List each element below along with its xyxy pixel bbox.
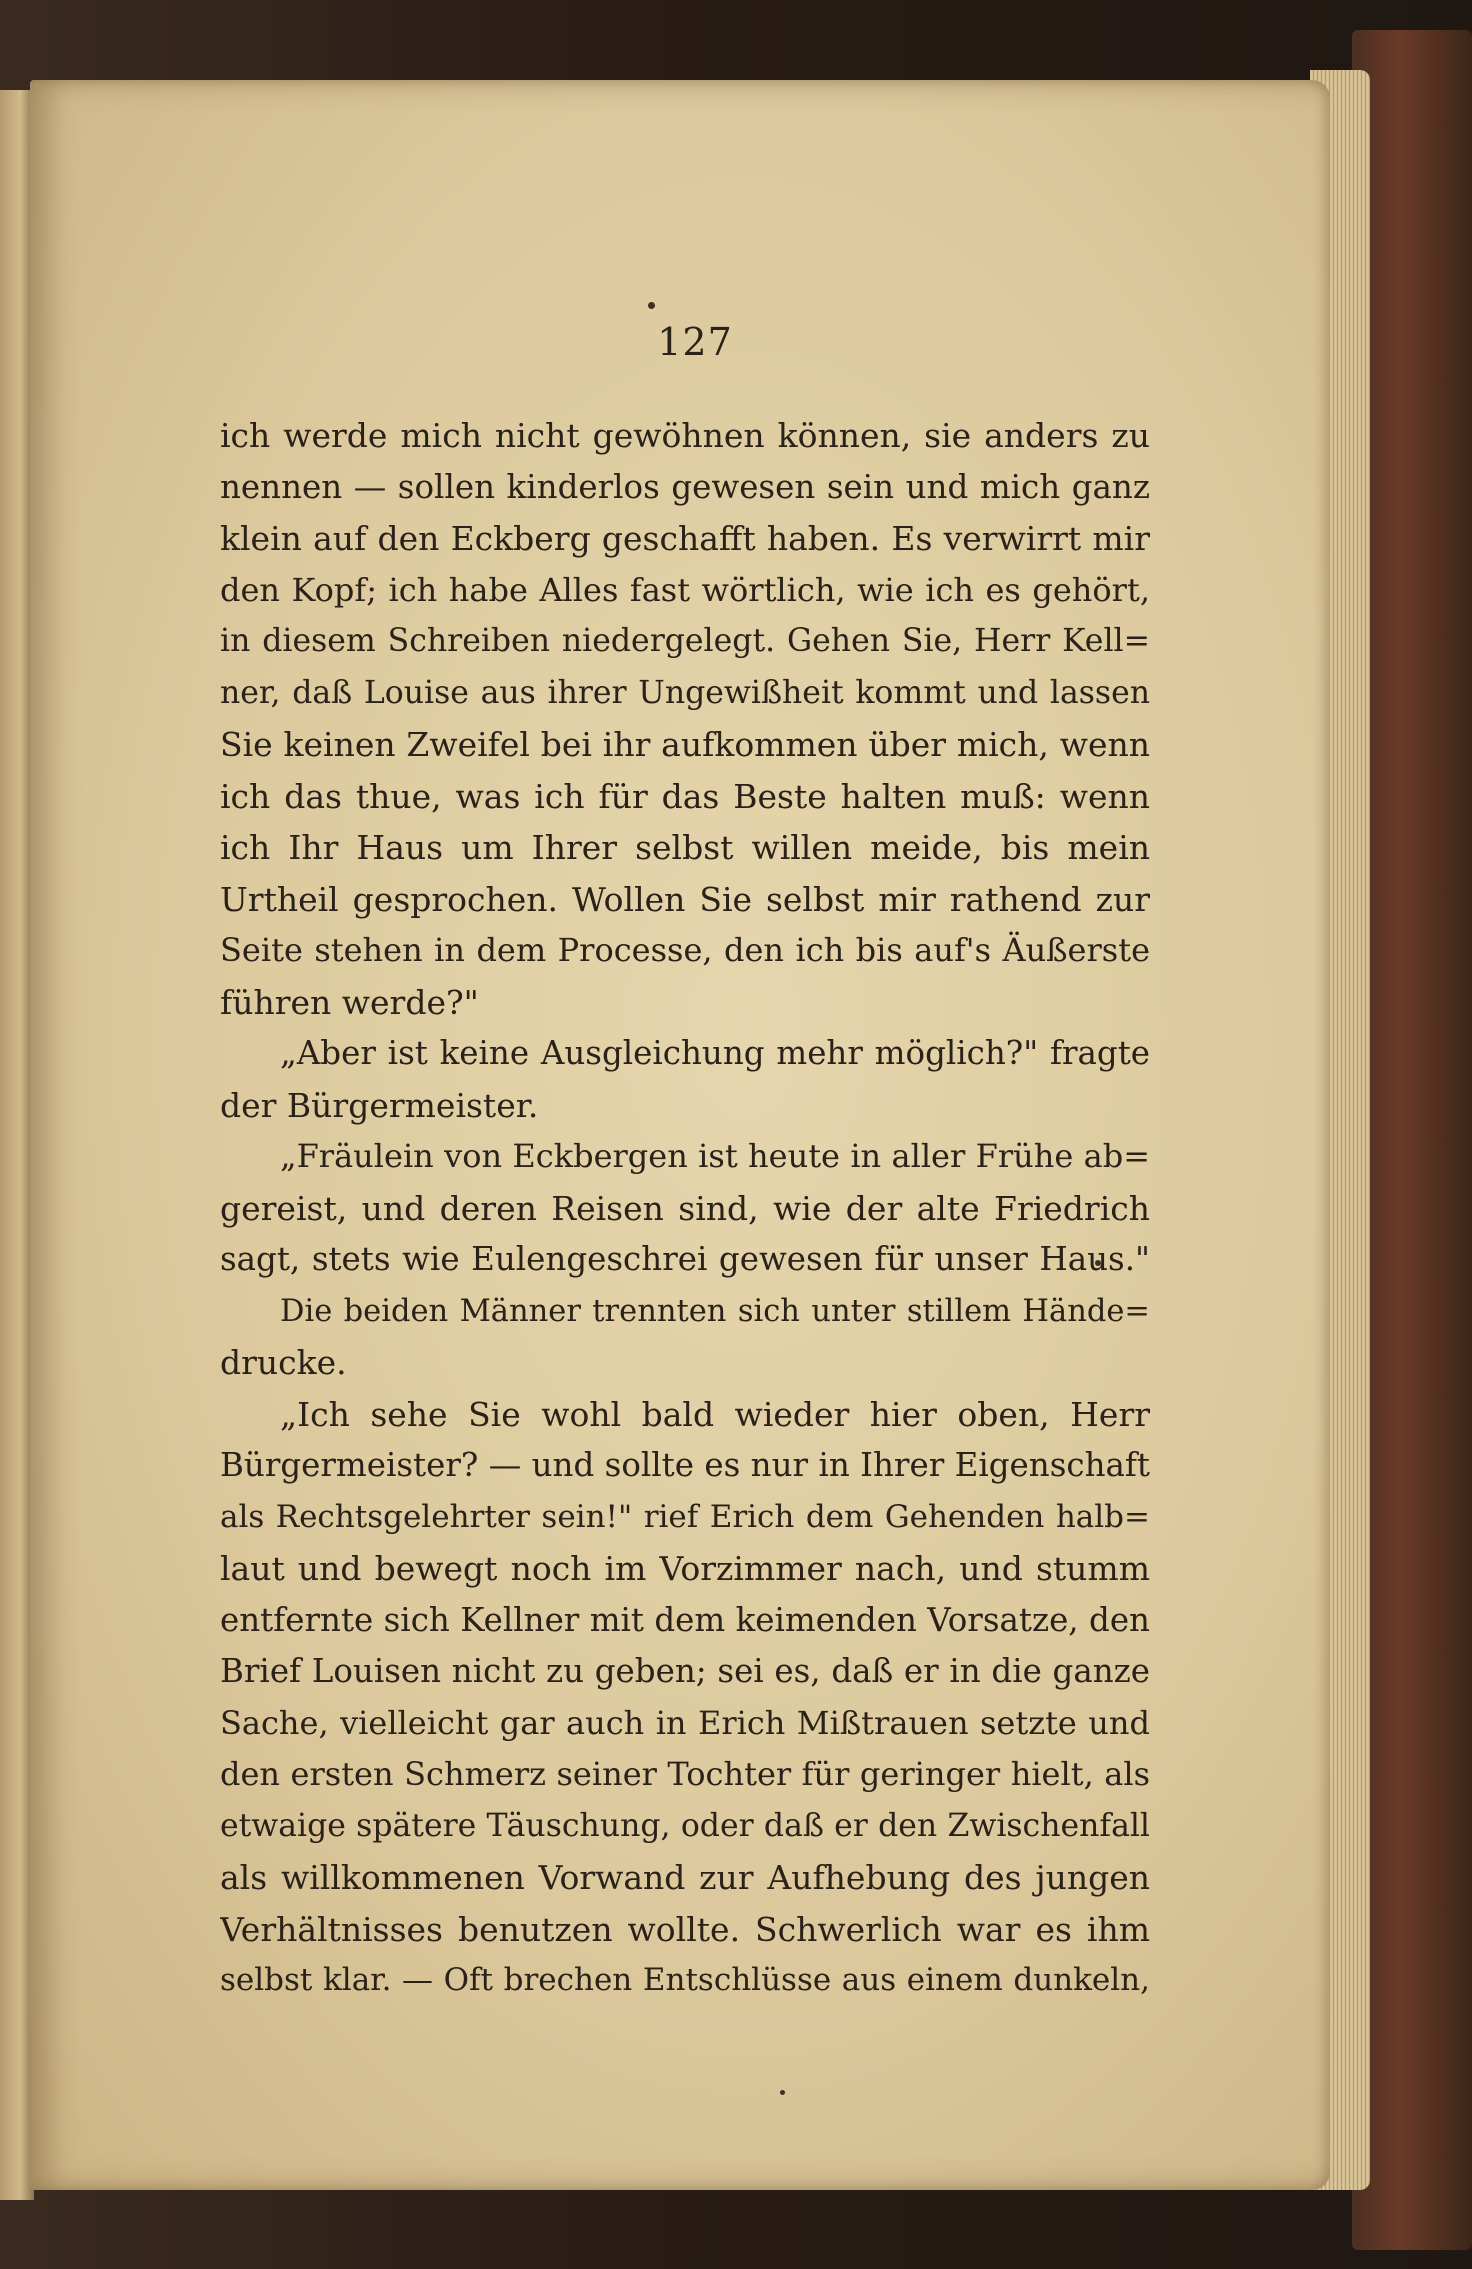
- text-line: in diesem Schreiben niedergelegt. Gehen Sie, Herr Kell=: [220, 623, 1150, 659]
- text-line: klein auf den Eckberg geschafft haben. Es verwirrt mir: [220, 519, 1150, 558]
- text-line: sagt, stets wie Eulengeschrei gewesen für unser Haus.": [220, 1240, 1150, 1278]
- text-line: entfernte sich Kellner mit dem keimenden Vorsatze, den: [220, 1600, 1150, 1639]
- text-line: „Fräulein von Eckbergen ist heute in aller Frühe ab=: [280, 1137, 1150, 1175]
- text-line: gereist, und deren Reisen sind, wie der alte Friedrich: [220, 1188, 1150, 1228]
- ink-speck: [648, 302, 655, 309]
- text-line: ich das thue, was ich für das Beste halten muß: wenn: [220, 776, 1150, 816]
- text-line: Brief Louisen nicht zu geben; sei es, daß er in die ganze: [220, 1652, 1150, 1690]
- text-line: ich Ihr Haus um Ihrer selbst willen meide, bis mein: [220, 828, 1150, 867]
- text-line: „Ich sehe Sie wohl bald wieder hier oben, Herr: [280, 1394, 1150, 1434]
- text-line: nennen — sollen kinderlos gewesen sein und mich ganz: [220, 467, 1150, 506]
- book-binding-edge: [1352, 30, 1472, 2250]
- text-line: Urtheil gesprochen. Wollen Sie selbst mir rathend zur: [220, 879, 1150, 919]
- text-line: den Kopf; ich habe Alles fast wörtlich, wie ich es gehört,: [220, 570, 1150, 609]
- text-line: drucke.: [220, 1343, 347, 1382]
- text-line: selbst klar. — Oft brechen Entschlüsse aus einem dunkeln,: [220, 1962, 1150, 1998]
- text-line: Sie keinen Zweifel bei ihr aufkommen über mich, wenn: [220, 725, 1150, 764]
- text-line: etwaige spätere Täuschung, oder daß er den Zwischenfall: [220, 1807, 1150, 1844]
- book-page: [30, 80, 1330, 2190]
- text-line: „Aber ist keine Ausgleichung mehr möglich?" fragte: [280, 1034, 1150, 1072]
- text-line: als Rechtsgelehrter sein!" rief Erich dem Gehenden halb=: [220, 1498, 1150, 1535]
- text-line: führen werde?": [220, 982, 479, 1022]
- text-line: den ersten Schmerz seiner Tochter für geringer hielt, als: [220, 1755, 1150, 1793]
- text-line: Bürgermeister? — und sollte es nur in Ihrer Eigenschaft: [220, 1446, 1150, 1484]
- text-line: ich werde mich nicht gewöhnen können, sie anders zu: [220, 416, 1150, 455]
- body-text: [220, 410, 1150, 2007]
- text-line: Sache, vielleicht gar auch in Erich Mißtrauen setzte und: [220, 1703, 1150, 1742]
- text-line: Die beiden Männer trennten sich unter stillem Hände=: [280, 1293, 1150, 1329]
- text-line: als willkommenen Vorwand zur Aufhebung des jungen: [220, 1858, 1150, 1897]
- ink-speck: [780, 2090, 785, 2095]
- page-number: 127: [657, 320, 733, 364]
- text-line: Verhältnisses benutzen wollte. Schwerlich war es ihm: [220, 1909, 1150, 1949]
- text-line: ner, daß Louise aus ihrer Ungewißheit kommt und lassen: [220, 674, 1150, 711]
- text-line: der Bürgermeister.: [220, 1085, 539, 1125]
- text-line: Seite stehen in dem Processe, den ich bis auf's Äußerste: [220, 931, 1150, 969]
- text-line: laut und bewegt noch im Vorzimmer nach, und stumm: [220, 1549, 1150, 1588]
- previous-page-edge: [0, 90, 34, 2200]
